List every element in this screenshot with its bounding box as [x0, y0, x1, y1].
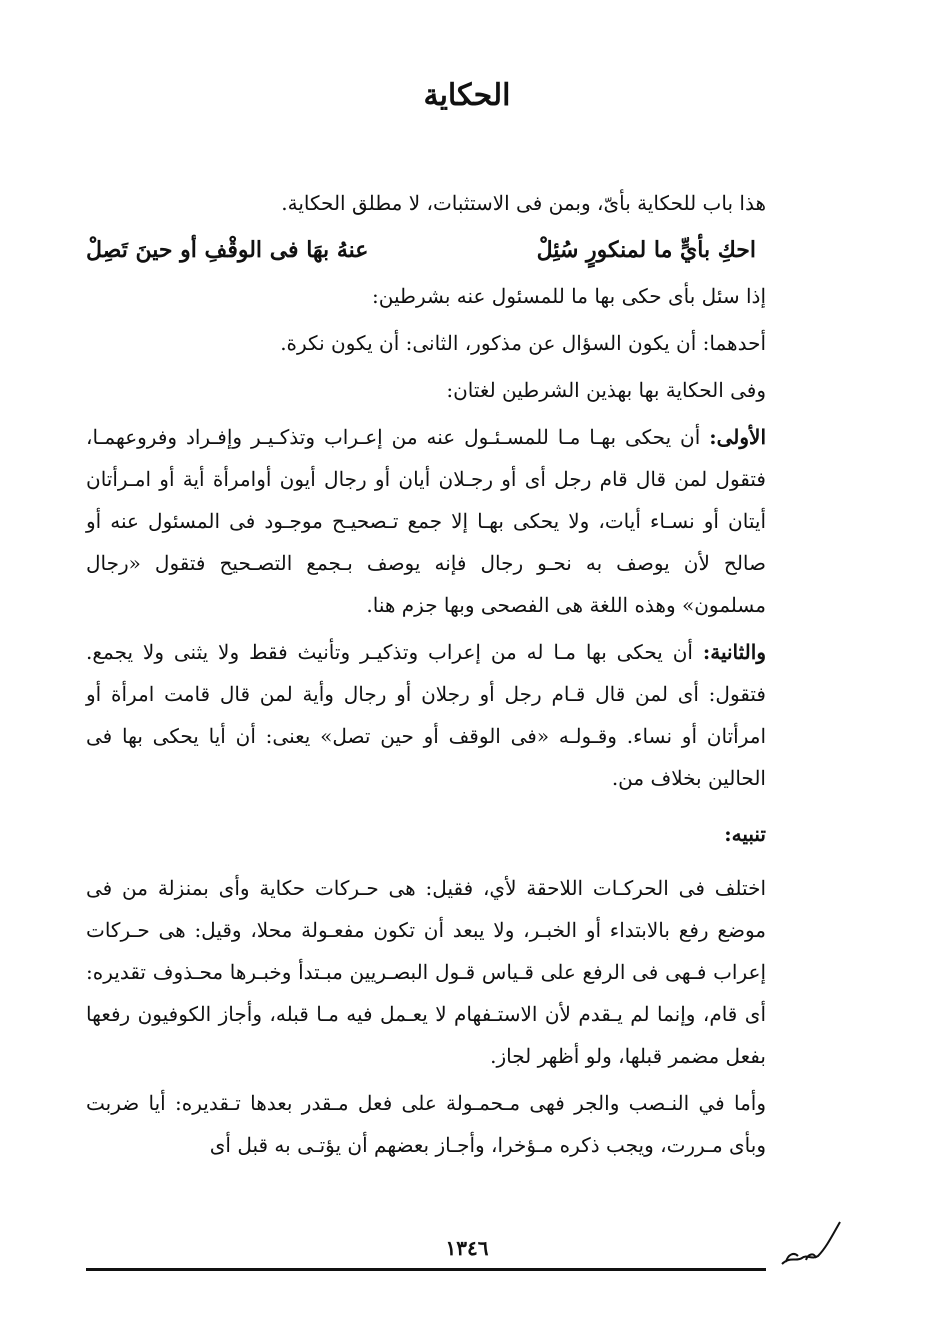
main-text — [86, 182, 766, 1171]
page-number: ١٣٤٦ — [445, 1236, 489, 1260]
first-dialect-label: الأولى: — [709, 425, 767, 449]
verse-line — [86, 229, 766, 271]
second-dialect-paragraph — [86, 631, 766, 799]
signature-mark — [776, 1216, 846, 1272]
conditions-list-paragraph: أحدهما: أن يكون السؤال عن مذكور، الثانى: أن يكون نكرة. — [280, 331, 766, 355]
dialects-paragraph: وفى الحكاية بها بهذين الشرطين لغتان: — [446, 378, 766, 402]
condition-paragraph: إذا سئل بأى حكى بها ما للمسئول عنه بشرطين: — [372, 284, 766, 308]
second-dialect-text: أن يحكى بها مـا له من إعراب وتذكيـر وتأنيث فقط ولا يثنى ولا يجمع. فتقول: أى لمن قال قـام رجل أو رجلان أو رجال وأية لمن قال قامت امرأة أو امرأتان أو نساء. وقـولـه «فى الوقف أو حين تصل» يعنى: أن أيا يحكى بها فى الحالين بخلاف من. — [86, 640, 766, 790]
note-paragraph-2: وأما في النـصب والجر فهى مـحمـولة على فعل مـقدر بعدها تـقديره: أيا ضربت وبأى مـررت، ويجب ذكره مـؤخرا، وأجـاز بعضهم أن يؤتـى به قبل أى — [86, 1091, 766, 1157]
note-heading: تنبيه: — [724, 822, 766, 846]
second-dialect-label: والثانية: — [702, 640, 766, 664]
verse-first-hemistich: احكِ بأيٍّ ما لمنكورٍ سُئِلْ — [536, 237, 756, 263]
page-title: الحكاية — [423, 78, 511, 113]
verse-second-hemistich: عنهُ بهَا فى الوقْفِ أو حينَ تَصِلْ — [86, 237, 369, 263]
intro-paragraph: هذا باب للحكاية بأىّ، وبمن فى الاستثبات، لا مطلق الحكاية. — [281, 191, 766, 215]
first-dialect-text: أن يحكى بهـا مـا للمسـئـول عنه من إعـراب وتذكـيـر وإفـراد وفروعهمـا، فتقول لمن قال قام رجل أى أو رجـلان أيان أو رجال أيون أوامرأة أية أو امـرأتان أيتان أو نسـاء أيات، ولا يحكى بهـا إلا جمع تـصحيـح موجـود فى المسئول عنه أو صالح لأن يوصف به نحـو رجال فإنه يوصف بـجمع التصـحيح فتقول «رجال مسلمون» وهذه اللغة هى الفصحى وبها جزم هنا. — [86, 425, 766, 617]
note-paragraph-1: اختلف فى الحركـات اللاحقة لأي، فقيل: هى حـركات حكاية وأى بمنزلة من فى موضع رفع بالابتداء أو الخبـر، ولا يبعد أن تكون مفعـولة محلا، وقيل: هى حـركات إعراب فـهى فى الرفع على قـياس قـول البصـريين مبـتدأ وخبـرها محـذوف تقديره: أى قام، وإنما لم يـقدم لأن الاستـفهام لا يعـمل فيه مـا قبله، وأجاز الكوفيون رفعها بفعل مضمر قبلها، ولو أظهر لجاز. — [86, 876, 766, 1068]
footer-rule — [86, 1268, 766, 1271]
first-dialect-paragraph — [86, 416, 766, 626]
